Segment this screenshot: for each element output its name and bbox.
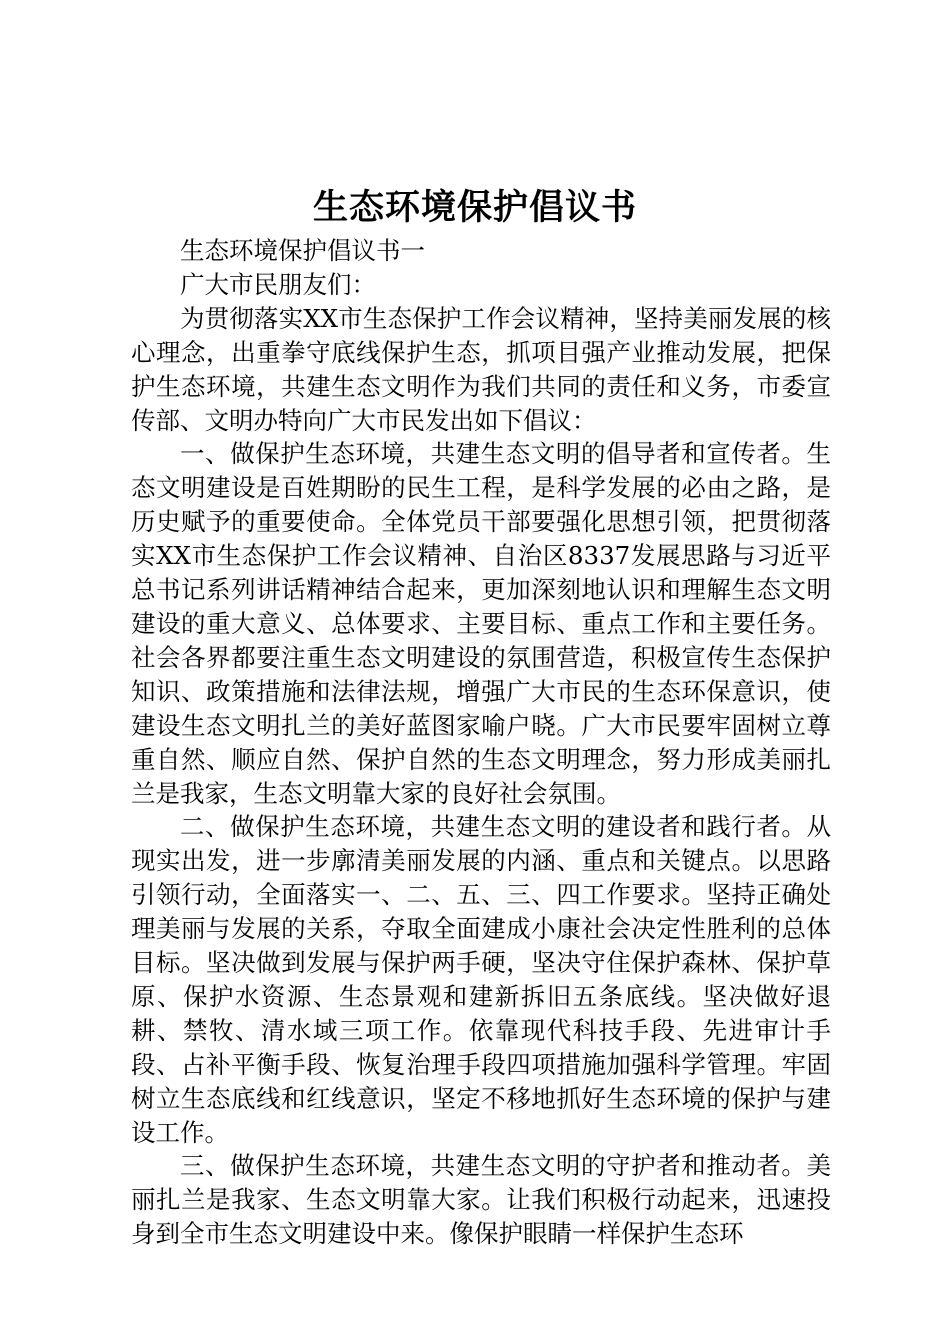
document-title: 生态环境保护倡议书 (312, 187, 637, 228)
document-subtitle: 生态环境保护倡议书一 (180, 236, 425, 265)
salutation: 广大市民朋友们： (180, 269, 376, 299)
paragraph-point-1: 一、做保护生态环境，共建生态文明的倡导者和宣传者。生态文明建设是百姓期盼的民生工程，是科学发展的必由之路，是历史赋予的重要使命。全体党员干部要强化思想引领，把贯彻落实XX市生态保护工作会议精神、自治区8337发展思路与习近平总书记系列讲话精神结合起来，更加深刻地认识和理解生态文明建设的重大意义、总体要求、主要目标、重点工作和主要任务。社会各界都要注重生态文明建设的氛围营造，积极宣传生态保护知识、政策措施和法律法规，增强广大市民的生态环保意识，使建设生态文明扎兰的美好蓝图家喻户晓。广大市民要牢固树立尊重自然、顺应自然、保护自然的生态文明理念，努力形成美丽扎兰是我家，生态文明靠大家的良好社会氛围。 (131, 439, 831, 808)
paragraph-intro: 为贯彻落实XX市生态保护工作会议精神，坚持美丽发展的核心理念，出重拳守底线保护生态，抓项目强产业推动发展，把保护生态环境，共建生态文明作为我们共同的责任和义务，市委宣传部、文明办特向广大市民发出如下倡议： (131, 303, 831, 435)
paragraph-point-3: 三、做保护生态环境，共建生态文明的守护者和推动者。美丽扎兰是我家、生态文明靠大家。让我们积极行动起来，迅速投身到全市生态文明建设中来。像保护眼睛一样保护生态环 (131, 1151, 831, 1249)
paragraph-point-2: 二、做保护生态环境，共建生态文明的建设者和践行者。从现实出发，进一步廓清美丽发展的内涵、重点和关键点。以思路引领行动，全面落实一、二、五、三、四工作要求。坚持正确处理美丽与发展的关系，夺取全面建成小康社会决定性胜利的总体目标。坚决做到发展与保护两手硬，坚决守住保护森林、保护草原、保护水资源、生态景观和建新拆旧五条底线。坚决做好退耕、禁牧、清水域三项工作。依靠现代科技手段、先进审计手段、占补平衡手段、恢复治理手段四项措施加强科学管理。牢固树立生态底线和红线意识，坚定不移地抓好生态环境的保护与建设工作。 (131, 812, 831, 1147)
document-body (131, 234, 831, 1251)
